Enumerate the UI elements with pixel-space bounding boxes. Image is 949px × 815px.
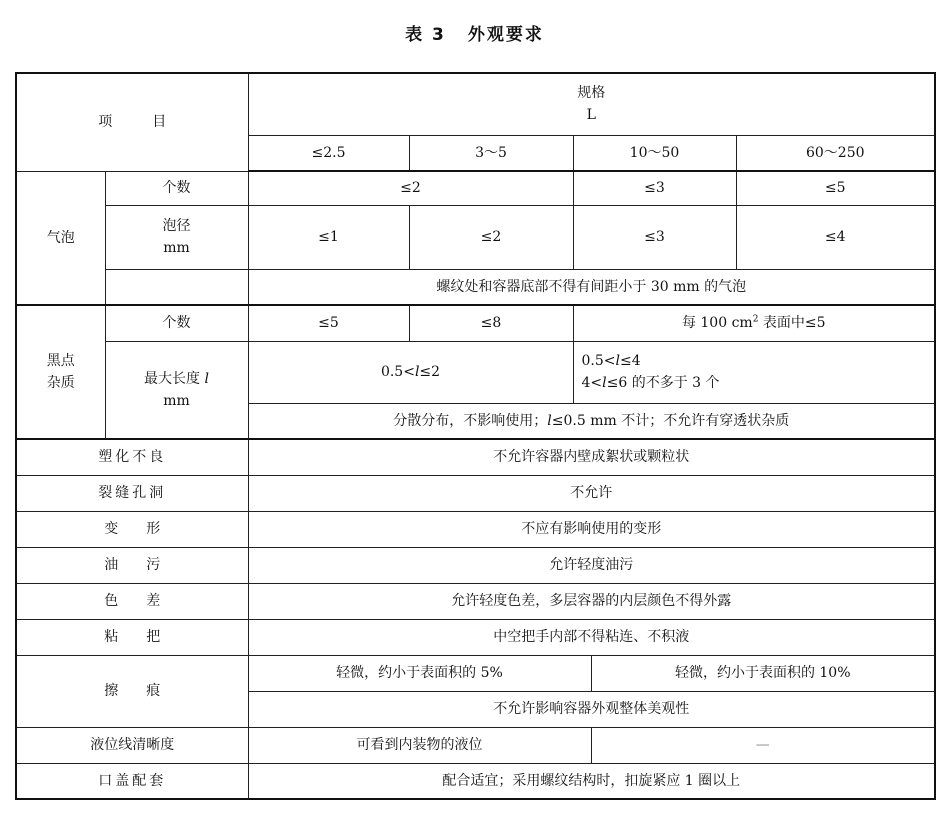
table-caption: 外观要求 [467,25,544,45]
row-label-color-a: 色 [104,593,119,609]
header-range-3: 10～50 [573,135,736,171]
row-label-deformation [16,511,248,547]
length-label-text: 最大长度 [144,370,205,387]
black-spot-length-large [573,341,935,403]
scratch-label-b: 痕 [146,683,161,699]
row-value-handle: 中空把手内部不得粘连、不积液 [248,619,935,655]
length-large-2var: l [602,375,607,391]
length-large-1b: ≤4 [619,353,641,369]
length-label-unit: mm [163,392,190,409]
bubble-diameter-2: ≤2 [409,205,573,269]
length-large-1a: 0.5< [581,353,616,369]
count-large-suffix: 表面中≤5 [758,315,826,332]
header-spec-cell [248,73,935,135]
row-label-deformation-b: 形 [146,521,161,537]
level-line-label: 液位线清晰度 [16,727,248,763]
bubble-count-large: ≤5 [736,171,935,205]
row-label-plasticizing [16,439,248,475]
black-spot-count-large [573,305,935,341]
black-spot-note-a: 分散分布，不影响使用； [393,412,548,429]
black-spot-count-2: ≤8 [409,305,573,341]
row-label-handle-b: 把 [146,629,161,645]
count-large-prefix: 每 100 cm [681,315,753,332]
table-number: 表 3 [405,25,446,45]
row-label-plasticizing-text: 塑化不良 [98,449,167,466]
bubble-diameter-label-unit: mm [163,240,190,256]
row-label-oil-b: 污 [146,557,161,573]
length-label-var: l [204,370,209,387]
row-label-cracks-text: 裂缝孔洞 [98,485,167,501]
row-label-handle-a: 粘 [104,629,119,645]
bubble-diameter-4: ≤4 [736,205,935,269]
black-spot-count-1: ≤5 [248,305,409,341]
cap-label: 口盖配套 [16,763,248,799]
scratch-large: 轻微，约小于表面积的 10% [591,655,935,691]
length-small-a: 0.5< [380,364,415,380]
length-large-1var: l [615,353,620,369]
header-item-char-b: 目 [152,114,167,131]
level-line-small: 可看到内装物的液位 [248,727,591,763]
header-spec-label: 规格 [577,85,606,102]
bubble-note: 螺纹处和容器底部不得有间距小于 30 mm 的气泡 [248,269,935,305]
bubble-count-label: 个数 [105,171,248,205]
length-small-b: ≤2 [419,364,441,380]
scratch-label-a: 擦 [104,683,119,699]
bubble-count-small: ≤2 [248,171,573,205]
length-large-2b: ≤6 的不多于 3 个 [606,375,720,391]
row-label-color-b: 差 [146,593,161,609]
row-value-color: 允许轻度色差，多层容器的内层颜色不得外露 [248,583,935,619]
row-label-deformation-a: 变 [104,521,119,537]
appearance-requirements-table [15,72,936,800]
scratch-small: 轻微，约小于表面积的 5% [248,655,591,691]
table-title [0,20,949,45]
black-spot-length-small [248,341,573,403]
header-range-2: 3～5 [409,135,573,171]
bubble-label: 气泡 [16,171,105,305]
black-spot-count-label: 个数 [105,305,248,341]
row-label-oil [16,547,248,583]
row-value-cracks: 不允许 [248,475,935,511]
black-spot-label [16,305,105,439]
header-item-char-a: 项 [98,114,113,131]
bubble-empty-cell [105,269,248,305]
scratch-label [16,655,248,727]
row-label-color [16,583,248,619]
header-range-1: ≤2.5 [248,135,409,171]
bubble-diameter-label-text: 泡径 [162,218,191,234]
bubble-diameter-3: ≤3 [573,205,736,269]
black-spot-label-line1: 黑点 [46,353,75,369]
row-label-handle [16,619,248,655]
black-spot-length-label [105,341,248,439]
row-value-deformation: 不应有影响使用的变形 [248,511,935,547]
bubble-diameter-label [105,205,248,269]
row-value-plasticizing: 不允许容器内壁成絮状或颗粒状 [248,439,935,475]
header-range-4: 60～250 [736,135,935,171]
length-large-2a: 4< [581,375,603,391]
scratch-note: 不允许影响容器外观整体美观性 [248,691,935,727]
row-value-oil: 允许轻度油污 [248,547,935,583]
cap-value: 配合适宜；采用螺纹结构时，扣旋紧应 1 圈以上 [248,763,935,799]
black-spot-note [248,403,935,439]
bubble-count-medium: ≤3 [573,171,736,205]
header-item-cell [16,73,248,171]
level-line-large: — [591,727,935,763]
count-large-sup: 2 [752,314,759,325]
length-small-var: l [414,364,420,380]
black-spot-note-var: l [547,412,552,429]
black-spot-note-b: ≤0.5 mm 不计；不允许有穿透状杂质 [551,412,790,429]
black-spot-label-line2: 杂质 [46,375,75,391]
row-label-cracks [16,475,248,511]
row-label-oil-a: 油 [104,557,119,573]
bubble-diameter-1: ≤1 [248,205,409,269]
header-spec-unit: L [586,107,596,124]
